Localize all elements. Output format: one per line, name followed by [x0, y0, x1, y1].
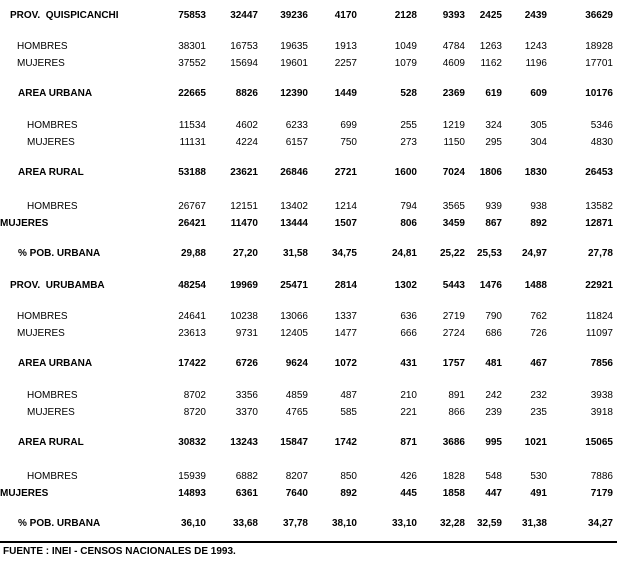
row-label: MUJERES [0, 488, 49, 499]
cell-value: 242 [485, 390, 502, 401]
cell-value: 530 [530, 471, 547, 482]
cell-value: 255 [400, 120, 417, 131]
cell-value: 239 [485, 407, 502, 418]
cell-value: 4609 [442, 58, 465, 69]
row-area-rural-total [0, 164, 617, 181]
cell-value: 699 [340, 120, 357, 131]
cell-value: 1488 [524, 280, 547, 291]
cell-value: 38,10 [331, 518, 357, 529]
row-spacer [0, 502, 617, 515]
cell-value: 1476 [479, 280, 502, 291]
cell-value: 4859 [285, 390, 308, 401]
row-province-hombres [0, 38, 617, 55]
cell-value: 528 [400, 88, 417, 99]
cell-value: 17422 [178, 358, 206, 369]
cell-value: 1072 [334, 358, 357, 369]
cell-value: 4602 [235, 120, 258, 131]
cell-value: 32447 [230, 10, 258, 21]
cell-value: 37,78 [282, 518, 308, 529]
cell-value: 6157 [285, 137, 308, 148]
row-area-rural-mujeres [0, 215, 617, 232]
cell-value: 12390 [280, 88, 308, 99]
cell-value: 794 [400, 201, 417, 212]
cell-value: 36629 [585, 10, 613, 21]
cell-value: 481 [485, 358, 502, 369]
cell-value: 6882 [235, 471, 258, 482]
cell-value: 38301 [178, 41, 206, 52]
cell-value: 2719 [442, 311, 465, 322]
cell-value: 53188 [178, 167, 206, 178]
cell-value: 10176 [585, 88, 613, 99]
cell-value: 29,88 [180, 248, 206, 259]
cell-value: 7179 [590, 488, 613, 499]
cell-value: 850 [340, 471, 357, 482]
cell-value: 31,38 [521, 518, 547, 529]
row-spacer [0, 181, 617, 198]
cell-value: 467 [530, 358, 547, 369]
cell-value: 14893 [178, 488, 206, 499]
cell-value: 1477 [334, 328, 357, 339]
cell-value: 1219 [442, 120, 465, 131]
cell-value: 15939 [178, 471, 206, 482]
cell-value: 1507 [334, 218, 357, 229]
cell-value: 1757 [442, 358, 465, 369]
row-label: AREA URBANA [18, 88, 93, 99]
cell-value: 8702 [183, 390, 206, 401]
cell-value: 619 [485, 88, 502, 99]
row-label: AREA URBANA [18, 358, 93, 369]
cell-value: 6726 [235, 358, 258, 369]
cell-value: 12871 [585, 218, 613, 229]
cell-value: 1150 [443, 137, 465, 148]
cell-value: 10238 [230, 311, 258, 322]
cell-value: 2721 [334, 167, 357, 178]
cell-value: 1162 [480, 58, 502, 69]
cell-value: 22921 [585, 280, 613, 291]
cell-value: 39236 [280, 10, 308, 21]
row-label: HOMBRES [17, 311, 68, 322]
row-label: PROV. URUBAMBA [10, 280, 105, 291]
cell-value: 25471 [280, 280, 308, 291]
cell-value: 30832 [178, 437, 206, 448]
cell-value: 939 [485, 201, 502, 212]
row-area-rural-hombres [0, 468, 617, 485]
cell-value: 36,10 [180, 518, 206, 529]
cell-value: 3370 [235, 407, 258, 418]
row-province-total [0, 277, 617, 294]
cell-value: 305 [530, 120, 547, 131]
row-area-rural-total [0, 434, 617, 451]
cell-value: 5443 [442, 280, 465, 291]
row-area-urbana-mujeres [0, 134, 617, 151]
cell-value: 13243 [230, 437, 258, 448]
row-spacer [0, 151, 617, 164]
cell-value: 762 [530, 311, 547, 322]
cell-value: 4224 [235, 137, 258, 148]
cell-value: 686 [485, 328, 502, 339]
cell-value: 806 [400, 218, 417, 229]
cell-value: 15847 [280, 437, 308, 448]
cell-value: 11131 [179, 137, 206, 148]
cell-value: 26846 [280, 167, 308, 178]
cell-value: 1913 [334, 41, 357, 52]
cell-value: 13444 [280, 218, 308, 229]
cell-value: 892 [340, 488, 357, 499]
row-pct-urbana [0, 245, 617, 262]
cell-value: 445 [400, 488, 417, 499]
cell-value: 15694 [230, 58, 258, 69]
cell-value: 7856 [590, 358, 613, 369]
cell-value: 491 [530, 488, 547, 499]
source-note [0, 541, 617, 561]
row-spacer [0, 342, 617, 355]
cell-value: 2724 [442, 328, 465, 339]
cell-value: 1858 [442, 488, 465, 499]
cell-value: 11470 [230, 218, 258, 229]
cell-value: 31,58 [282, 248, 308, 259]
cell-value: 1337 [334, 311, 357, 322]
row-area-rural-hombres [0, 198, 617, 215]
cell-value: 3918 [590, 407, 613, 418]
cell-value: 4830 [590, 137, 613, 148]
cell-value: 24,81 [391, 248, 417, 259]
cell-value: 37552 [178, 58, 206, 69]
row-area-urbana-hombres [0, 387, 617, 404]
row-area-urbana-mujeres [0, 404, 617, 421]
cell-value: 487 [340, 390, 357, 401]
cell-value: 25,22 [439, 248, 465, 259]
cell-value: 2425 [479, 10, 502, 21]
cell-value: 6361 [235, 488, 258, 499]
cell-value: 25,53 [476, 248, 502, 259]
row-area-rural-mujeres [0, 485, 617, 502]
cell-value: 548 [485, 471, 502, 482]
cell-value: 1079 [394, 58, 417, 69]
cell-value: 19635 [280, 41, 308, 52]
cell-value: 1049 [394, 41, 417, 52]
cell-value: 1243 [524, 41, 547, 52]
row-spacer [0, 102, 617, 117]
row-spacer [0, 262, 617, 277]
cell-value: 6233 [285, 120, 308, 131]
cell-value: 18928 [585, 41, 613, 52]
cell-value: 3686 [442, 437, 465, 448]
cell-value: 11534 [178, 120, 206, 131]
cell-value: 1600 [394, 167, 417, 178]
cell-value: 2369 [442, 88, 465, 99]
row-province-mujeres [0, 325, 617, 342]
cell-value: 23621 [230, 167, 258, 178]
cell-value: 8207 [285, 471, 308, 482]
row-label: AREA RURAL [18, 167, 84, 178]
row-label: AREA RURAL [18, 437, 84, 448]
cell-value: 273 [400, 137, 417, 148]
cell-value: 324 [485, 120, 502, 131]
cell-value: 23613 [178, 328, 206, 339]
row-label: MUJERES [27, 407, 75, 418]
cell-value: 32,28 [439, 518, 465, 529]
row-label: % POB. URBANA [18, 518, 101, 529]
cell-value: 2128 [394, 10, 417, 21]
cell-value: 9731 [235, 328, 258, 339]
cell-value: 426 [400, 471, 417, 482]
row-spacer [0, 24, 617, 38]
cell-value: 7024 [442, 167, 465, 178]
cell-value: 892 [530, 218, 547, 229]
cell-value: 867 [485, 218, 502, 229]
cell-value: 33,68 [232, 518, 258, 529]
cell-value: 585 [340, 407, 357, 418]
cell-value: 26453 [585, 167, 613, 178]
row-spacer [0, 294, 617, 308]
row-area-urbana-hombres [0, 117, 617, 134]
cell-value: 24641 [178, 311, 206, 322]
row-spacer [0, 232, 617, 245]
cell-value: 24,97 [521, 248, 547, 259]
cell-value: 609 [530, 88, 547, 99]
row-spacer [0, 451, 617, 468]
row-area-urbana-total [0, 85, 617, 102]
cell-value: 1806 [479, 167, 502, 178]
cell-value: 2814 [334, 280, 357, 291]
row-label: MUJERES [17, 58, 65, 69]
cell-value: 1214 [334, 201, 357, 212]
cell-value: 22665 [178, 88, 206, 99]
cell-value: 1830 [524, 167, 547, 178]
cell-value: 221 [400, 407, 417, 418]
cell-value: 871 [400, 437, 417, 448]
cell-value: 636 [400, 311, 417, 322]
row-label: MUJERES [17, 328, 65, 339]
row-label: % POB. URBANA [18, 248, 101, 259]
cell-value: 32,59 [476, 518, 502, 529]
cell-value: 447 [485, 488, 502, 499]
cell-value: 3565 [442, 201, 465, 212]
cell-value: 26767 [178, 201, 206, 212]
cell-value: 13402 [280, 201, 308, 212]
row-province-total [0, 7, 617, 24]
cell-value: 2439 [524, 10, 547, 21]
cell-value: 938 [530, 201, 547, 212]
row-spacer [0, 372, 617, 387]
cell-value: 15065 [585, 437, 613, 448]
cell-value: 12151 [230, 201, 258, 212]
row-province-hombres [0, 308, 617, 325]
row-label: HOMBRES [17, 41, 68, 52]
cell-value: 1449 [334, 88, 357, 99]
cell-value: 12405 [280, 328, 308, 339]
cell-value: 4170 [334, 10, 357, 21]
cell-value: 790 [485, 311, 502, 322]
row-spacer [0, 72, 617, 85]
cell-value: 11097 [585, 328, 613, 339]
cell-value: 431 [400, 358, 417, 369]
cell-value: 27,20 [232, 248, 258, 259]
row-label: MUJERES [0, 218, 49, 229]
cell-value: 33,10 [391, 518, 417, 529]
row-area-urbana-total [0, 355, 617, 372]
cell-value: 4784 [442, 41, 465, 52]
cell-value: 19969 [230, 280, 258, 291]
cell-value: 8826 [235, 88, 258, 99]
row-pct-urbana [0, 515, 617, 532]
cell-value: 48254 [178, 280, 206, 291]
cell-value: 19601 [280, 58, 308, 69]
cell-value: 295 [485, 137, 502, 148]
cell-value: 235 [530, 407, 547, 418]
cell-value: 16753 [230, 41, 258, 52]
row-label: PROV. QUISPICANCHI [10, 10, 119, 21]
cell-value: 34,27 [587, 518, 613, 529]
cell-value: 750 [340, 137, 357, 148]
cell-value: 666 [400, 328, 417, 339]
cell-value: 210 [400, 390, 417, 401]
row-label: HOMBRES [27, 390, 78, 401]
cell-value: 1828 [442, 471, 465, 482]
row-label: HOMBRES [27, 471, 78, 482]
cell-value: 8720 [183, 407, 206, 418]
cell-value: 13066 [280, 311, 308, 322]
row-label: MUJERES [27, 137, 75, 148]
row-province-mujeres [0, 55, 617, 72]
cell-value: 9393 [442, 10, 465, 21]
cell-value: 75853 [178, 10, 206, 21]
cell-value: 3356 [235, 390, 258, 401]
row-label: HOMBRES [27, 120, 78, 131]
cell-value: 3459 [442, 218, 465, 229]
cell-value: 34,75 [331, 248, 357, 259]
cell-value: 17701 [585, 58, 613, 69]
cell-value: 27,78 [587, 248, 613, 259]
cell-value: 304 [530, 137, 547, 148]
source-note-text: FUENTE : INEI - CENSOS NACIONALES DE 1993. [3, 546, 236, 557]
cell-value: 1742 [334, 437, 357, 448]
cell-value: 5346 [590, 120, 613, 131]
cell-value: 1263 [479, 41, 502, 52]
cell-value: 1302 [394, 280, 417, 291]
cell-value: 1196 [525, 58, 547, 69]
cell-value: 995 [485, 437, 502, 448]
cell-value: 9624 [285, 358, 308, 369]
cell-value: 4765 [285, 407, 308, 418]
cell-value: 232 [530, 390, 547, 401]
cell-value: 26421 [178, 218, 206, 229]
cell-value: 7640 [285, 488, 308, 499]
row-label: HOMBRES [27, 201, 78, 212]
cell-value: 866 [448, 407, 465, 418]
cell-value: 726 [530, 328, 547, 339]
cell-value: 13582 [585, 201, 613, 212]
census-table [0, 7, 617, 532]
cell-value: 11824 [585, 311, 613, 322]
row-spacer [0, 421, 617, 434]
cell-value: 891 [448, 390, 465, 401]
cell-value: 7886 [590, 471, 613, 482]
cell-value: 3938 [590, 390, 613, 401]
cell-value: 1021 [524, 437, 547, 448]
cell-value: 2257 [334, 58, 357, 69]
